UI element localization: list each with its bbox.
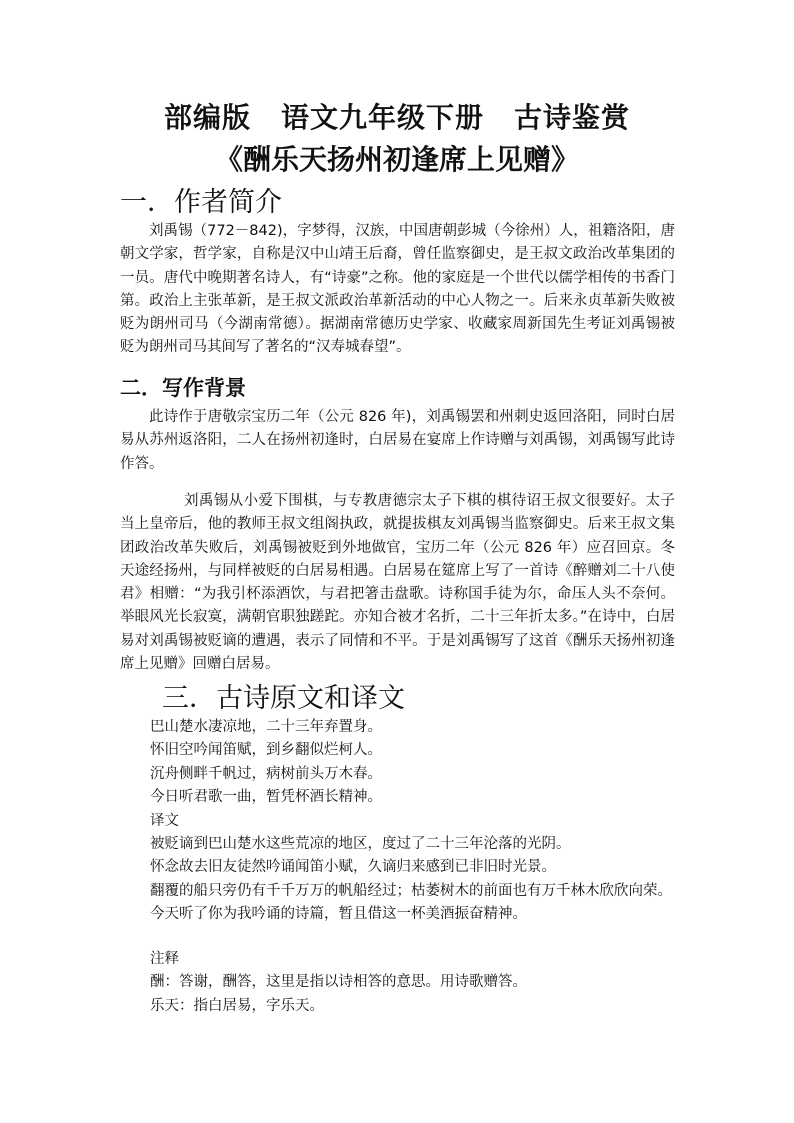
document-title-line1 bbox=[0, 100, 794, 136]
section3-heading: 三．古诗原文和译文 bbox=[162, 683, 405, 714]
section1-text: 刘禹锡（772－842)，字梦得，汉族，中国唐朝彭城（今徐州）人，祖籍洛阳，唐朝文学家，哲学家，自称是汉中山靖王后裔，曾任监察御史，是王叔文政治改革集团的一员。唐代中晚期著名诗人，有“诗豪”之称。他的家庭是一个世代以儒学相传的书香门第。政治上主张革新，是王叔文派政治革新活动的中心人物之一。后来永贞革新失败被贬为朗州司马（今湖南常德）。据湖南常德历史学家、收藏家周新国先生考证刘禹锡被贬为朗州司马其间写了著名的“汉寿城春望”。 bbox=[120, 223, 675, 356]
notes-block bbox=[150, 948, 690, 1018]
poem-original bbox=[150, 716, 690, 833]
section1-heading: 一．作者简介 bbox=[120, 187, 282, 218]
section2-heading: 二．写作背景 bbox=[120, 375, 246, 400]
title-topic: 古诗鉴赏 bbox=[514, 101, 631, 134]
translation-line: 翻覆的船只旁仍有千千万万的帆船经过；枯萎树木的前面也有万千林木欣欣向荣。 bbox=[150, 882, 672, 899]
section2-text1: 此诗作于唐敬宗宝历二年（公元 826 年)，刘禹锡罢和州刺史返回洛阳，同时白居易从苏州返洛阳，二人在扬州初逢时，白居易在宴席上作诗赠与刘禹锡，刘禹锡写此诗作答。 bbox=[120, 409, 675, 472]
note-item: 乐天：指白居易，字乐天。 bbox=[150, 997, 324, 1014]
translation-block bbox=[120, 833, 675, 927]
translation-label: 译文 bbox=[150, 812, 179, 829]
poem-line: 沉舟侧畔千帆过，病树前头万木春。 bbox=[150, 765, 382, 782]
document-title-line2: 《酬乐天扬州初逢席上见赠》 bbox=[214, 143, 579, 176]
translation-line: 怀念故去旧友徒然吟诵闻笛小赋，久谪归来感到已非旧时光景。 bbox=[150, 859, 556, 876]
translation-line: 被贬谪到巴山楚水这些荒凉的地区，度过了二十三年沦落的光阴。 bbox=[150, 836, 571, 852]
poem-line: 怀旧空吟闻笛赋，到乡翻似烂柯人。 bbox=[150, 742, 382, 759]
section2-text2: 刘禹锡从小爱下围棋，与专教唐德宗太子下棋的棋待诏王叔文很要好。太子当上皇帝后，他的教师王叔文组阁执政，就提拔棋友刘禹锡当监察御史。后来王叔文集团政治改革失败后，刘禹锡被贬到外地做官，宝历二年（公元 826 年）应召回京。冬天途经扬州，与同样被贬的白居易相遇。白居易在筵席上写了一首诗《醉赠刘二十八使君》相赠：“为我引杯添酒饮，与君把箸击盘歌。诗称国手徒为尔，命压人头不奈何。举眼风光长寂寞，满朝官职独蹉跎。亦知合被才名折，二十三年折太多。”在诗中，白居易对刘禹锡被贬谪的遭遇，表示了同情和不平。于是刘禹锡写了这首《酬乐天扬州初逢席上见赠》回赠白居易。 bbox=[120, 493, 675, 673]
translation-line: 今天听了你为我吟诵的诗篇，暂且借这一杯美酒振奋精神。 bbox=[150, 906, 527, 923]
notes-label: 注释 bbox=[150, 951, 179, 967]
note-item: 酬：答谢，酬答，这里是指以诗相答的意思。用诗歌赠答。 bbox=[150, 974, 527, 991]
poem-line: 今日听君歌一曲，暂凭杯酒长精神。 bbox=[150, 789, 382, 806]
poem-line: 巴山楚水凄凉地，二十三年弃置身。 bbox=[150, 719, 382, 735]
title-edition: 部编版 bbox=[163, 101, 251, 134]
title-grade: 语文九年级下册 bbox=[280, 101, 484, 134]
